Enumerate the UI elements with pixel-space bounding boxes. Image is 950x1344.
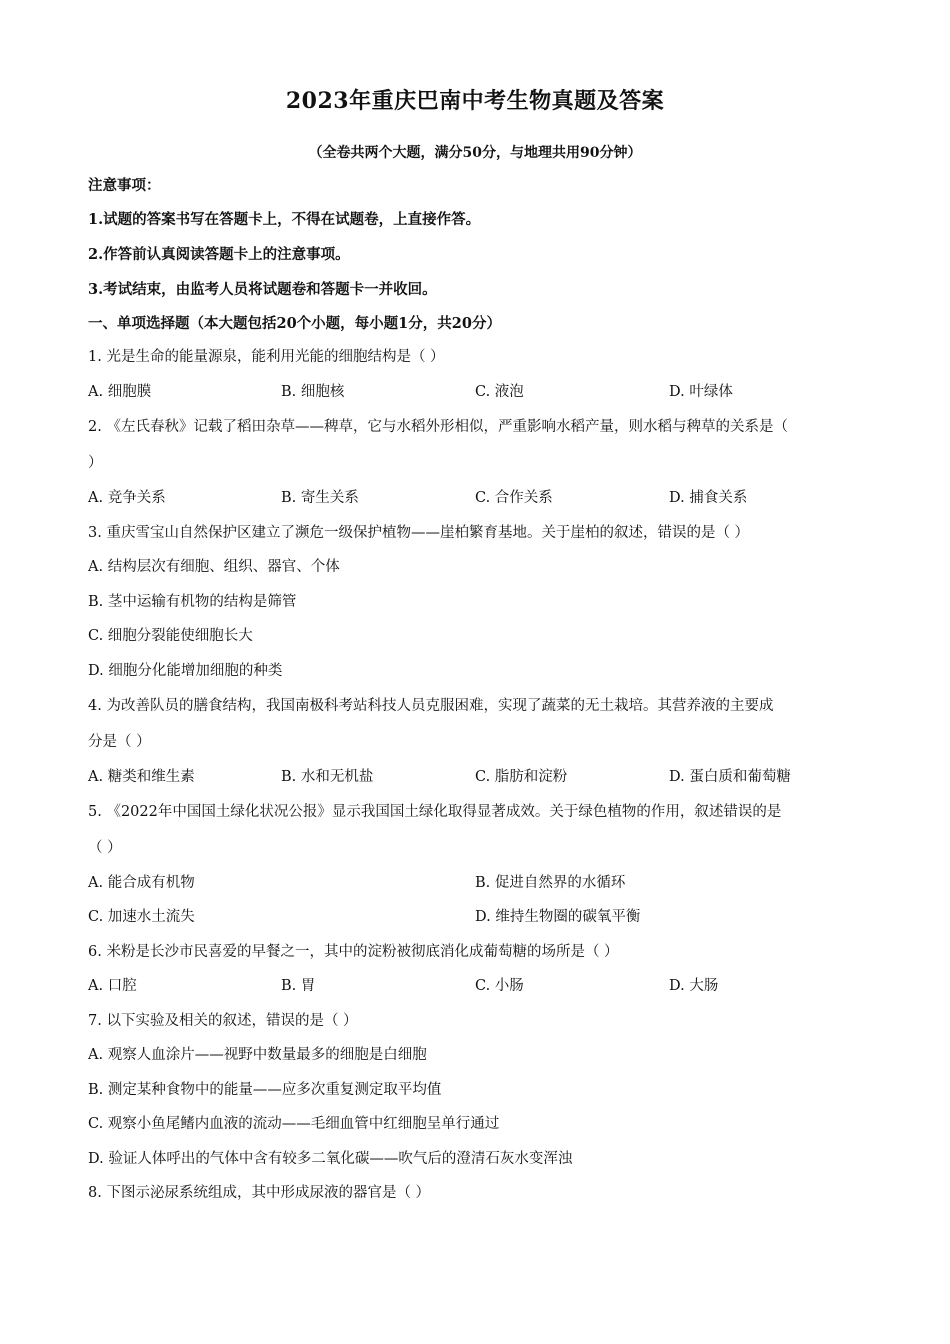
question-stem: 1. 光是生命的能量源泉，能利用光能的细胞结构是（ ） [88,349,445,365]
option-c: C. 加速水土流失 [88,909,195,925]
question-stem: 4. 为改善队员的膳食结构，我国南极科考站科技人员克服困难，实现了蔬菜的无土栽培。其营养液的主要成 [88,698,774,714]
option-c: C. 观察小鱼尾鳍内血液的流动——毛细血管中红细胞呈单行通过 [88,1116,500,1132]
option-d: D. 大肠 [669,978,719,994]
option-b: B. 茎中运输有机物的结构是筛管 [88,594,297,610]
option-a: A. 糖类和维生素 [88,769,195,785]
option-b: B. 测定某种食物中的能量——应多次重复测定取平均值 [88,1082,442,1098]
question-stem: 5. 《2022年中国国土绿化状况公报》显示我国国土绿化取得显著成效。关于绿色植物的作用，叙述错误的是 [88,804,782,820]
option-d: D. 叶绿体 [669,384,733,400]
option-d: D. 验证人体呼出的气体中含有较多二氧化碳——吹气后的澄清石灰水变浑浊 [88,1151,573,1167]
notice-heading: 注意事项： [88,177,161,194]
question-stem: 8. 下图示泌尿系统组成，其中形成尿液的器官是（ ） [88,1185,431,1201]
question-stem: 6. 米粉是长沙市民喜爱的早餐之一，其中的淀粉被彻底消化成葡萄糖的场所是（ ） [88,944,619,960]
option-a: A. 结构层次有细胞、组织、器官、个体 [88,559,340,575]
exam-subtitle: （全卷共两个大题，满分50分，与地理共用90分钟） [308,145,642,161]
option-b: B. 细胞核 [281,384,345,400]
option-a: A. 竞争关系 [88,490,166,506]
option-d: D. 蛋白质和葡萄糖 [669,769,791,785]
question-stem: 2. 《左氏春秋》记载了稻田杂草——稗草，它与水稻外形相似，严重影响水稻产量，则水稻与稗草的关系是（ [88,419,788,435]
option-a: A. 口腔 [88,978,137,994]
option-a: A. 能合成有机物 [88,875,195,891]
option-b: B. 水和无机盐 [281,769,374,785]
question-stem: 7. 以下实验及相关的叙述，错误的是（ ） [88,1013,358,1029]
option-b: B. 促进自然界的水循环 [475,875,626,891]
option-b: B. 胃 [281,978,316,994]
notice-item: 3.考试结束，由监考人员将试题卷和答题卡一并收回。 [88,281,437,298]
question-stem-cont: 分是（ ） [88,734,151,750]
section-heading: 一、单项选择题（本大题包括20个小题，每小题1分，共20分） [88,315,501,332]
option-c: C. 细胞分裂能使细胞长大 [88,628,253,644]
notice-item: 2.作答前认真阅读答题卡上的注意事项。 [88,246,350,263]
notice-item: 1.试题的答案书写在答题卡上，不得在试题卷，上直接作答。 [88,211,481,228]
question-stem: 3. 重庆雪宝山自然保护区建立了濒危一级保护植物——崖柏繁育基地。关于崖柏的叙述，错误的是（ ） [88,525,750,541]
option-c: C. 液泡 [475,384,524,400]
option-c: C. 合作关系 [475,490,553,506]
option-d: D. 细胞分化能增加细胞的种类 [88,663,283,679]
option-b: B. 寄生关系 [281,490,359,506]
question-stem-cont: （ ） [88,840,122,856]
page-title: 2023年重庆巴南中考生物真题及答案 [285,88,665,114]
option-c: C. 脂肪和淀粉 [475,769,568,785]
option-d: D. 维持生物圈的碳氧平衡 [475,909,641,925]
option-d: D. 捕食关系 [669,490,748,506]
option-c: C. 小肠 [475,978,524,994]
option-a: A. 细胞膜 [88,384,152,400]
option-a: A. 观察人血涂片——视野中数量最多的细胞是白细胞 [88,1047,427,1063]
question-stem-cont: ） [88,455,103,471]
